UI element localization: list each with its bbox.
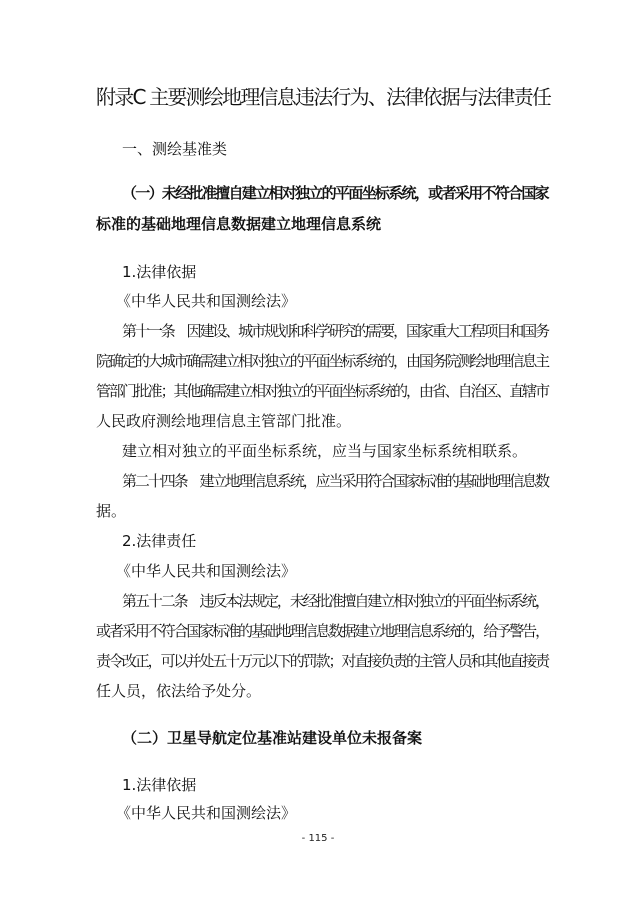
- article-11-line-1: 第十一条 因建设、城市规划和科学研究的需要，国家重大工程项目和国务: [122, 322, 549, 340]
- article-24-line-2: 据。: [96, 502, 127, 520]
- item1-heading-line1: （一）未经批准擅自建立相对独立的平面坐标系统，或者采用不符合国家: [122, 184, 548, 202]
- item2-legal-basis-law-name: 《中华人民共和国测绘法》: [116, 804, 297, 822]
- legal-liability-heading: 2.法律责任: [122, 532, 197, 550]
- legal-basis-heading: 1.法律依据: [122, 263, 197, 281]
- appendix-title: 附录C 主要测绘地理信息违法行为、法律依据与法律责任: [96, 85, 551, 109]
- legal-liability-law-name: 《中华人民共和国测绘法》: [116, 562, 297, 580]
- article-11-line-2: 院确定的大城市确需建立相对独立的平面坐标系统的，由国务院测绘地理信息主: [96, 352, 548, 370]
- article-52-line-3: 责令改正，可以并处五十万元以下的罚款；对直接负责的主管人员和其他直接责: [96, 652, 548, 670]
- article-11-line-4: 人民政府测绘地理信息主管部门批准。: [96, 412, 352, 430]
- legal-basis-law-name: 《中华人民共和国测绘法》: [116, 292, 297, 310]
- item2-legal-basis-heading: 1.法律依据: [122, 776, 197, 794]
- article-52-line-2: 或者采用不符合国家标准的基础地理信息数据建立地理信息系统的，给予警告，: [96, 622, 548, 640]
- article-24-line-1: 第二十四条 建立地理信息系统，应当采用符合国家标准的基础地理信息数: [122, 472, 549, 490]
- item1-heading-line2: 标准的基础地理信息数据建立地理信息系统: [96, 215, 382, 233]
- article-52-line-4: 任人员，依法给予处分。: [96, 682, 262, 700]
- section-heading-surveying-datum: 一、测绘基准类: [122, 140, 228, 158]
- article-11-paragraph-2: 建立相对独立的平面坐标系统，应当与国家坐标系统相联系。: [122, 442, 528, 460]
- item2-heading: （二）卫星导航定位基准站建设单位未报备案: [122, 729, 423, 747]
- article-11-line-3: 管部门批准；其他确需建立相对独立的平面坐标系统的，由省、自治区、直辖市: [96, 382, 548, 400]
- article-52-line-1: 第五十二条 违反本法规定，未经批准擅自建立相对独立的平面坐标系统，: [122, 592, 549, 610]
- page-number: - 115 -: [301, 833, 335, 844]
